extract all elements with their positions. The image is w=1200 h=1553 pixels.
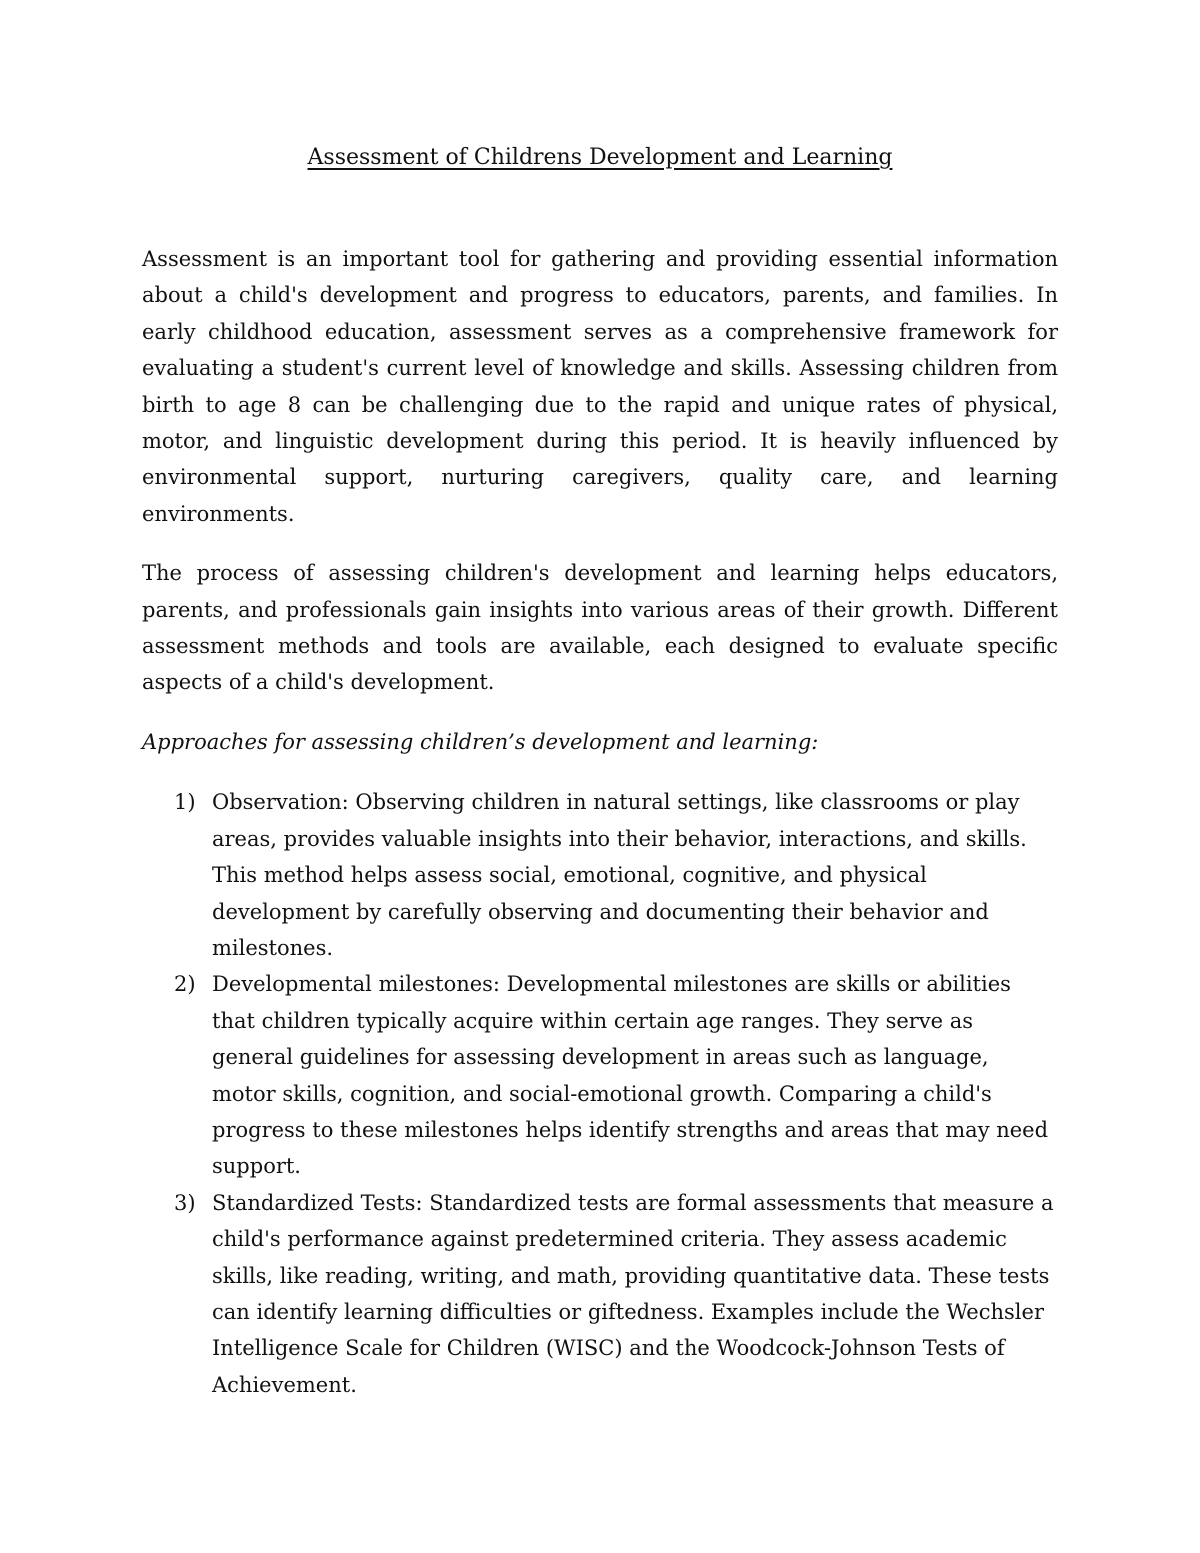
document-body — [142, 140, 1058, 1403]
approach-text: Standardized Tests: Standardized tests are formal assessments that measure a child's performance against predetermined criteria. They assess academic skills, like reading, writing, and math, providing quantitative data. These tests can identify learning difficulties or giftedness. Examples include the Wechsler Intelligence Scale for Children (WISC) and the Woodcock-Johnson Tests of Achievement. — [212, 1190, 1054, 1397]
approach-number: 3) — [174, 1190, 196, 1215]
intro-paragraph: Assessment is an important tool for gathering and providing essential information about a child's development and progress to educators, parents, and families. In early childhood education, assessment serves as a comprehensive framework for evaluating a student's current level of knowledge and skills. Assessing children from birth to age 8 can be challenging due to the rapid and unique rates of physical, motor, and linguistic development during this period. It is heavily influenced by environmental support, nurturing caregivers, quality care, and learning environments. — [142, 247, 1058, 526]
approach-item-developmental-milestones — [142, 966, 1058, 1184]
approach-text: Developmental milestones: Developmental milestones are skills or abilities that children typically acquire within certain age ranges. They serve as general guidelines for assessing development in areas such as language, motor skills, cognition, and social-emotional growth. Comparing a child's progress to these milestones helps identify strengths and areas that may need support. — [212, 972, 1049, 1179]
approach-number: 1) — [174, 790, 196, 815]
approach-item-observation — [142, 784, 1058, 966]
approach-item-standardized-tests — [142, 1185, 1058, 1403]
document-title: Assessment of Childrens Development and Learning — [307, 145, 893, 170]
approach-number: 2) — [174, 972, 196, 997]
approaches-list — [142, 784, 1058, 1403]
process-paragraph: The process of assessing children's development and learning helps educators, parents, and professionals gain insights into various areas of their growth. Different assessment methods and tools are available, each designed to evaluate specific aspects of a child's development. — [142, 561, 1058, 695]
approaches-heading: Approaches for assessing children’s development and learning: — [142, 729, 819, 754]
approach-text: Observation: Observing children in natural settings, like classrooms or play areas, provides valuable insights into their behavior, interactions, and skills. This method helps assess social, emotional, cognitive, and physical development by carefully observing and documenting their behavior and milestones. — [212, 790, 1027, 960]
